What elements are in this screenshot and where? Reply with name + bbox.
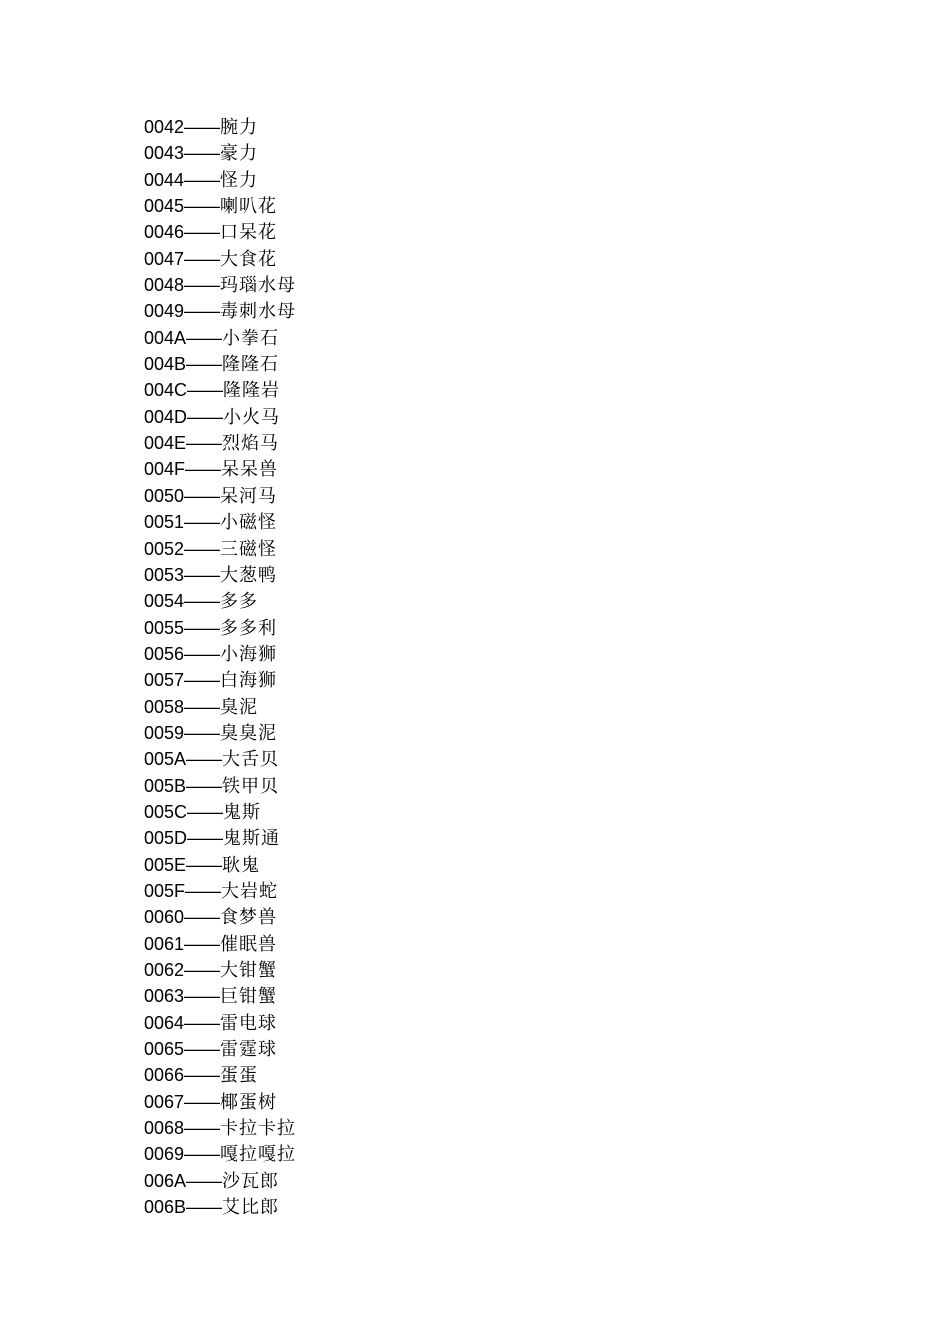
entry-separator: —— (184, 907, 221, 928)
entry-code: 0052 (144, 538, 185, 559)
entry-separator: —— (184, 1065, 221, 1086)
entry-name: 大岩蛇 (221, 880, 279, 902)
entry-code: 0060 (144, 907, 185, 928)
entry-separator: —— (184, 1091, 221, 1112)
entry-name: 大食花 (220, 248, 278, 270)
entry-name: 隆隆岩 (223, 380, 281, 402)
entry-separator: —— (184, 169, 221, 190)
list-item (144, 931, 296, 957)
entry-code: 0058 (144, 696, 185, 717)
list-item (144, 904, 296, 930)
entry-separator: —— (184, 512, 221, 533)
list-item (144, 588, 296, 614)
entry-separator: —— (184, 196, 221, 217)
list-item (144, 509, 296, 535)
list-item (144, 1194, 296, 1220)
list-item (144, 694, 296, 720)
entry-separator: —— (184, 143, 221, 164)
list-item (144, 562, 296, 588)
entry-code: 0048 (144, 275, 185, 296)
list-item (144, 1141, 296, 1167)
entry-separator: —— (184, 696, 221, 717)
entry-name: 呆呆兽 (221, 459, 279, 481)
entry-separator: —— (187, 801, 224, 822)
entry-name: 小磁怪 (220, 512, 278, 534)
entry-name: 多多 (220, 591, 259, 613)
entry-code: 004C (144, 380, 188, 401)
entry-code: 004F (144, 459, 186, 480)
entry-name: 鬼斯通 (223, 828, 281, 850)
entry-code: 0046 (144, 222, 185, 243)
entry-name: 怪力 (220, 169, 259, 191)
entry-name: 小拳石 (222, 327, 280, 349)
entry-separator: —— (186, 854, 223, 875)
entry-separator: —— (185, 880, 222, 901)
entry-code: 0049 (144, 301, 185, 322)
entry-name: 卡拉卡拉 (220, 1118, 297, 1140)
entry-code: 0059 (144, 722, 185, 743)
entry-name: 隆隆石 (222, 354, 280, 376)
entry-name: 沙瓦郎 (222, 1170, 280, 1192)
entry-code: 004B (144, 354, 187, 375)
list-item (144, 1010, 296, 1036)
entry-code: 0067 (144, 1091, 185, 1112)
entry-code: 0054 (144, 591, 185, 612)
list-item (144, 193, 296, 219)
entry-separator: —— (184, 564, 221, 585)
entry-name: 毒刺水母 (220, 301, 297, 323)
entry-separator: —— (184, 301, 221, 322)
list-item (144, 983, 296, 1009)
list-item (144, 298, 296, 324)
entry-name: 呆河马 (220, 485, 278, 507)
entry-name: 雷电球 (220, 1012, 278, 1034)
list-item (144, 430, 296, 456)
entry-separator: —— (184, 1012, 221, 1033)
entry-separator: —— (184, 1144, 221, 1165)
entry-separator: —— (184, 117, 221, 137)
list-item (144, 1168, 296, 1194)
entry-code: 0042 (144, 117, 185, 137)
entry-code: 005C (144, 801, 188, 822)
list-item (144, 325, 296, 351)
list-item (144, 825, 296, 851)
entry-name: 雷霆球 (220, 1039, 278, 1061)
entry-code: 005F (144, 880, 186, 901)
list-item (144, 219, 296, 245)
entry-code: 0057 (144, 670, 185, 691)
entry-name: 大舌贝 (222, 749, 280, 771)
entry-name: 大葱鸭 (220, 564, 278, 586)
entry-code: 006B (144, 1197, 187, 1218)
list-item (144, 140, 296, 166)
list-item (144, 167, 296, 193)
entry-separator: —— (184, 986, 221, 1007)
entry-code: 006A (144, 1170, 187, 1191)
entry-separator: —— (187, 406, 224, 427)
entry-separator: —— (187, 828, 224, 849)
entry-name: 口呆花 (220, 222, 278, 244)
entry-name: 椰蛋树 (220, 1091, 278, 1113)
entry-code: 0044 (144, 169, 185, 190)
entry-name: 食梦兽 (220, 907, 278, 929)
entry-code: 005E (144, 854, 187, 875)
entry-separator: —— (184, 670, 221, 691)
list-item (144, 746, 296, 772)
entry-name: 烈焰马 (222, 433, 280, 455)
list-item (144, 377, 296, 403)
entry-separator: —— (186, 327, 223, 348)
entry-separator: —— (186, 354, 223, 375)
entry-name: 耿鬼 (222, 854, 261, 876)
list-item (144, 773, 296, 799)
entry-separator: —— (184, 960, 221, 980)
entry-separator: —— (185, 459, 222, 480)
entry-code: 0055 (144, 617, 185, 638)
list-item (144, 615, 296, 641)
entry-separator: —— (184, 538, 221, 559)
entry-code: 0063 (144, 986, 185, 1007)
list-item (144, 1115, 296, 1141)
entry-name: 小火马 (223, 406, 281, 428)
entry-code: 005B (144, 775, 187, 796)
entry-name: 臭泥 (220, 696, 259, 718)
entry-name: 臭臭泥 (220, 722, 278, 744)
entry-code: 0068 (144, 1118, 185, 1139)
entry-code: 004E (144, 433, 187, 454)
entry-name: 喇叭花 (220, 196, 278, 218)
entry-separator: —— (186, 749, 223, 770)
entry-separator: —— (184, 933, 221, 954)
entry-separator: —— (184, 1118, 221, 1139)
entry-name: 催眠兽 (220, 933, 278, 955)
entry-code: 005A (144, 749, 187, 770)
entry-code: 0066 (144, 1065, 185, 1086)
entry-code: 005D (144, 828, 188, 849)
list-item (144, 536, 296, 562)
entry-name: 三磁怪 (220, 538, 278, 560)
entry-separator: —— (184, 485, 221, 506)
entry-separator: —— (186, 1197, 223, 1218)
entry-name: 大钳蟹 (220, 960, 278, 981)
entry-name: 白海狮 (220, 670, 278, 692)
entry-name: 豪力 (220, 143, 259, 165)
entry-separator: —— (186, 775, 223, 796)
list-item (144, 1036, 296, 1062)
entry-code: 0053 (144, 564, 185, 585)
entry-separator: —— (186, 1170, 223, 1191)
entry-name: 艾比郎 (222, 1197, 280, 1219)
entry-code: 0045 (144, 196, 185, 217)
entry-name: 鬼斯 (223, 801, 262, 823)
list-item (144, 878, 296, 904)
entry-name: 巨钳蟹 (220, 986, 278, 1008)
entry-name: 蛋蛋 (220, 1065, 259, 1087)
entry-code: 0069 (144, 1144, 185, 1165)
list-item (144, 720, 296, 746)
list-item (144, 852, 296, 878)
list-item (144, 351, 296, 377)
entry-code: 0043 (144, 143, 185, 164)
list-item (144, 483, 296, 509)
entry-code: 0050 (144, 485, 185, 506)
entry-name: 小海狮 (220, 643, 278, 665)
list-item (144, 957, 296, 983)
entry-name: 多多利 (220, 617, 278, 639)
list-item (144, 404, 296, 430)
entry-code: 004A (144, 327, 187, 348)
entry-separator: —— (187, 380, 224, 401)
list-item (144, 272, 296, 298)
entry-name: 嘎拉嘎拉 (220, 1144, 297, 1166)
entry-separator: —— (184, 275, 221, 296)
entry-separator: —— (184, 222, 221, 243)
entry-code: 0056 (144, 643, 185, 664)
entry-separator: —— (184, 617, 221, 638)
entry-code: 0064 (144, 1012, 185, 1033)
entry-separator: —— (184, 643, 221, 664)
entry-code: 0051 (144, 512, 185, 533)
list-item (144, 667, 296, 693)
entry-name: 玛瑙水母 (220, 275, 297, 297)
list-item (144, 114, 296, 140)
entry-name: 铁甲贝 (222, 775, 280, 797)
list-item (144, 246, 296, 272)
entry-code: 0062 (144, 960, 185, 980)
entry-separator: —— (186, 433, 223, 454)
entry-separator: —— (184, 722, 221, 743)
entry-separator: —— (184, 1039, 221, 1060)
list-item (144, 641, 296, 667)
list-item (144, 1062, 296, 1088)
entry-code: 0047 (144, 248, 185, 269)
list-item (144, 1089, 296, 1115)
entry-code: 0061 (144, 933, 185, 954)
entry-separator: —— (184, 591, 221, 612)
entry-code: 0065 (144, 1039, 185, 1060)
entry-separator: —— (184, 248, 221, 269)
entry-code: 004D (144, 406, 188, 427)
list-item (144, 456, 296, 482)
entry-name: 腕力 (220, 117, 259, 138)
entry-list (144, 114, 296, 1220)
list-item (144, 799, 296, 825)
